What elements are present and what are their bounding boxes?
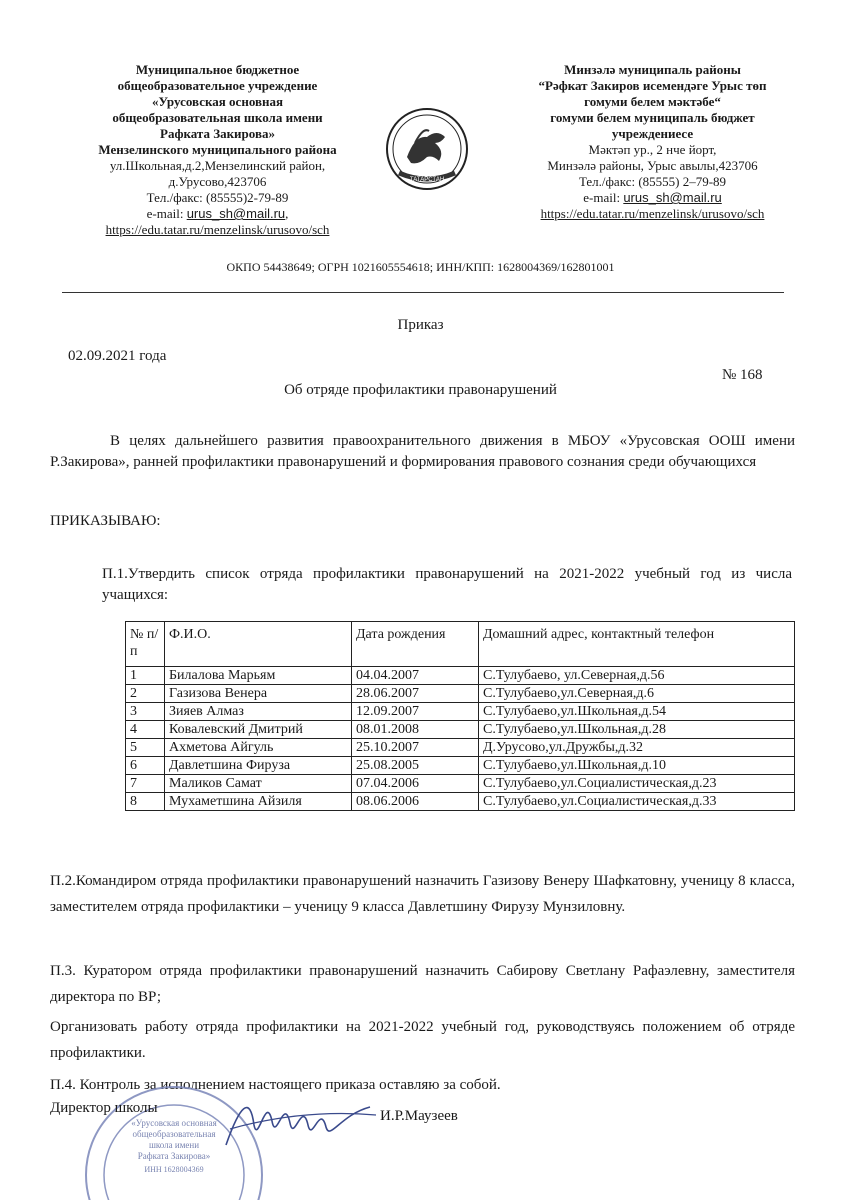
email-label: e-mail: (146, 206, 187, 221)
email-label: e-mail: (583, 190, 624, 205)
emblem-text: ТАТАРСТАН (409, 177, 445, 183)
header-left-line: Муниципальное бюджетное (135, 62, 300, 77)
director-signature-icon (220, 1085, 380, 1155)
col-header-name: Ф.И.О. (165, 622, 352, 667)
stamp-text: Рафката Закирова» (137, 1151, 211, 1161)
header-right-address: Мәктәп ур., 2 нче йорт, (588, 142, 717, 157)
signature-role: Директор школы (50, 1100, 158, 1116)
table-row (126, 703, 795, 721)
cell-number: 1 (126, 667, 165, 685)
table-row (126, 757, 795, 775)
header-left-address: ул.Школьная,д.2,Мензелинский район, (109, 158, 326, 173)
cell-address: Д.Урусово,ул.Дружбы,д.32 (479, 739, 795, 757)
header-right-line: Минзәлә муниципаль районы (564, 62, 741, 77)
cell-address: С.Тулубаево, ул.Северная,д.56 (479, 667, 795, 685)
header-right-line: учреждениесе (611, 126, 694, 141)
email-tail: , (285, 206, 289, 221)
cell-name: Билалова Марьям (165, 667, 352, 685)
order-word: ПРИКАЗЫВАЮ: (50, 513, 161, 529)
header-left-line: общеобразовательная школа имени (112, 110, 323, 125)
header-right-line: “Рәфкат Закиров исемендәге Урыс төп (538, 78, 767, 93)
table-row (126, 739, 795, 757)
table-row (126, 721, 795, 739)
header-left-line: «Урусовская основная (151, 94, 284, 109)
cell-name: Газизова Венера (165, 685, 352, 703)
paragraph-4: П.4. Контроль за исполнением настоящего приказа оставляю за собой. (50, 1077, 501, 1093)
cell-birthdate: 12.09.2007 (352, 703, 479, 721)
header-left-line: общеобразовательное учреждение (117, 78, 318, 93)
stamp-text: ИНН 1628004369 (144, 1165, 204, 1174)
cell-number: 6 (126, 757, 165, 775)
cell-number: 7 (126, 775, 165, 793)
header-left-email-line (70, 206, 365, 222)
header-right-block (520, 62, 785, 222)
cell-address: С.Тулубаево,ул.Социалистическая,д.33 (479, 793, 795, 811)
header-left-address: д.Урусово,423706 (168, 174, 267, 189)
cell-name: Давлетшина Фируза (165, 757, 352, 775)
cell-name: Маликов Самат (165, 775, 352, 793)
cell-number: 2 (126, 685, 165, 703)
col-header-number: № п/п (126, 622, 165, 667)
header-left-line: Мензелинского муниципального района (98, 142, 337, 157)
cell-address: С.Тулубаево,ул.Школьная,д.28 (479, 721, 795, 739)
table-row (126, 685, 795, 703)
header-left-line: Рафката Закирова» (160, 126, 275, 141)
email-link[interactable]: urus_sh@mail.ru (186, 206, 286, 221)
stamp-text: «Урусовская основная (131, 1118, 217, 1128)
website-link[interactable]: https://edu.tatar.ru/menzelinsk/urusovo/sch (105, 222, 330, 237)
okpo-line: ОКПО 54438649; ОГРН 1021605554618; ИНН/КПП: 1628004369/162801001 (226, 260, 615, 274)
cell-address: С.Тулубаево,ул.Северная,д.6 (479, 685, 795, 703)
paragraph-2: П.2.Командиром отряда профилактики правонарушений назначить Газизову Венеру Шафкатовну, ученицу 8 класса, заместителем отряда профилактики – ученицу 9 класса Давлетшину Фирузу Мунзиловну. (50, 873, 795, 915)
document-type: Приказ (397, 317, 444, 333)
header-divider (62, 292, 784, 293)
cell-name: Ахметова Айгуль (165, 739, 352, 757)
col-header-birthdate: Дата рождения (352, 622, 479, 667)
stamp-text: школа имени (148, 1140, 200, 1150)
intro-paragraph: В целях дальнейшего развития правоохранительного движения в МБОУ «Урусовская ООШ имени Р.Закирова», ранней профилактики правонарушений и формирования правового сознания среди обучающихся (50, 433, 795, 470)
cell-name: Мухаметшина Айзиля (165, 793, 352, 811)
cell-name: Ковалевский Дмитрий (165, 721, 352, 739)
cell-name: Зияев Алмаз (165, 703, 352, 721)
tatarstan-emblem-icon (385, 107, 469, 191)
cell-birthdate: 07.04.2006 (352, 775, 479, 793)
header-left-phone: Тел./факс: (85555)2-79-89 (146, 190, 289, 205)
paragraph-3: П.3. Куратором отряда профилактики правонарушений назначить Сабирову Светлану Рафаэлевну, заместителя директора по ВР; (50, 963, 795, 1005)
header-right-line: гомуми белем муниципаль бюджет (550, 110, 755, 125)
stamp-text: общеобразовательная (132, 1129, 216, 1139)
paragraph-3-continued: Организовать работу отряда профилактики на 2021-2022 учебный год, руководствуясь положением об отряде профилактики. (50, 1019, 795, 1061)
cell-number: 5 (126, 739, 165, 757)
document-date: 02.09.2021 года (68, 348, 167, 364)
cell-number: 3 (126, 703, 165, 721)
students-table (125, 621, 795, 811)
col-header-address: Домашний адрес, контактный телефон (479, 622, 795, 667)
header-right-phone: Тел./факс: (85555) 2–79-89 (578, 174, 727, 189)
cell-address: С.Тулубаево,ул.Школьная,д.54 (479, 703, 795, 721)
signature-name: И.Р.Маузеев (380, 1108, 458, 1124)
table-row (126, 775, 795, 793)
email-link[interactable]: urus_sh@mail.ru (623, 190, 722, 205)
table-row (126, 793, 795, 811)
header-right-address: Минзәлә районы, Урыс авылы,423706 (547, 158, 758, 173)
cell-birthdate: 25.10.2007 (352, 739, 479, 757)
website-link[interactable]: https://edu.tatar.ru/menzelinsk/urusovo/sch (540, 206, 765, 221)
header-left-block (70, 62, 365, 238)
cell-number: 8 (126, 793, 165, 811)
cell-number: 4 (126, 721, 165, 739)
header-right-line: гомуми белем мәктәбе“ (584, 94, 721, 109)
paragraph-1: П.1.Утвердить список отряда профилактики правонарушений на 2021-2022 учебный год из числа учащихся: (102, 566, 792, 603)
cell-birthdate: 25.08.2005 (352, 757, 479, 775)
table-row (126, 667, 795, 685)
cell-birthdate: 08.01.2008 (352, 721, 479, 739)
cell-birthdate: 08.06.2006 (352, 793, 479, 811)
cell-address: С.Тулубаево,ул.Социалистическая,д.23 (479, 775, 795, 793)
cell-birthdate: 28.06.2007 (352, 685, 479, 703)
table-header-row (126, 622, 795, 667)
cell-birthdate: 04.04.2007 (352, 667, 479, 685)
document-number: № 168 (722, 367, 763, 383)
document-subject: Об отряде профилактики правонарушений (284, 382, 557, 398)
header-right-email-line (520, 190, 785, 206)
cell-address: С.Тулубаево,ул.Школьная,д.10 (479, 757, 795, 775)
